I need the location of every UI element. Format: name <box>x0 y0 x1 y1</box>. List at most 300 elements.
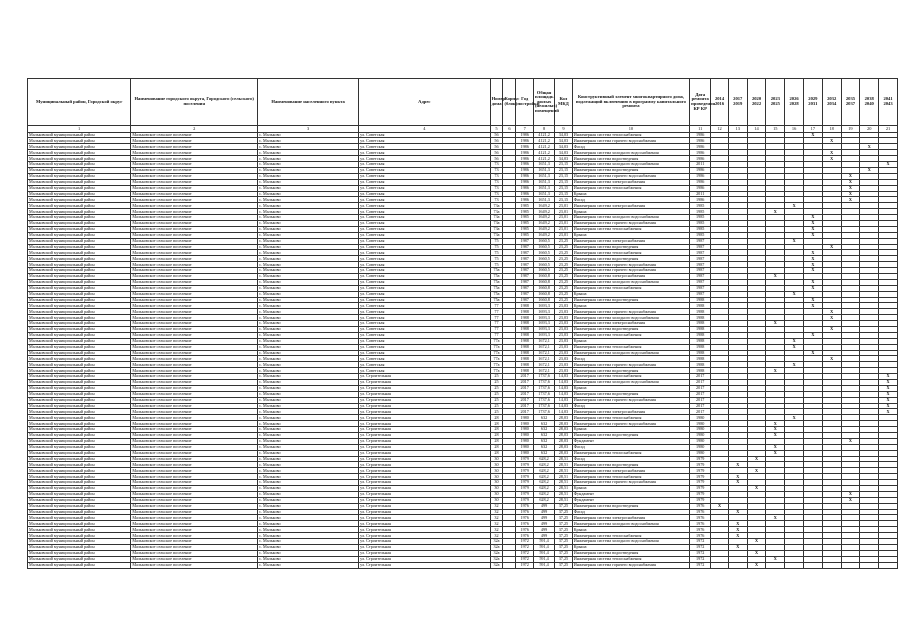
house-cell: 28 <box>490 427 503 433</box>
column-number-8: 8 <box>533 126 554 133</box>
area-cell: 628,2 <box>533 491 554 497</box>
date-cell: 1985 <box>690 215 711 221</box>
period-mark: X <box>728 480 747 486</box>
kmkd-cell: 37,25 <box>555 527 573 533</box>
kmkd-cell: 28,03 <box>555 450 573 456</box>
locality-cell: с. Мальково <box>258 409 359 415</box>
settlement-cell: Мальковское сельское поселение <box>131 273 258 279</box>
period-mark: X <box>879 397 898 403</box>
kmkd-cell: 23,15 <box>555 162 573 168</box>
street-cell: ул. Советская <box>359 362 490 368</box>
locality-cell: с. Мальково <box>258 273 359 279</box>
locality-cell: с. Мальково <box>258 503 359 509</box>
kmkd-cell: 23,01 <box>555 215 573 221</box>
settlement-cell: Мальковское сельское поселение <box>131 368 258 374</box>
year-cell: 1980 <box>516 444 534 450</box>
locality-cell: с. Мальково <box>258 162 359 168</box>
area-cell: 1672,1 <box>533 368 554 374</box>
locality-cell: с. Мальково <box>258 238 359 244</box>
district-cell: Мальковский муниципальный район <box>28 491 131 497</box>
street-cell: ул. Советская <box>359 368 490 374</box>
column-number-20: 20 <box>860 126 879 133</box>
locality-cell: с. Мальково <box>258 226 359 232</box>
locality-cell: с. Мальково <box>258 326 359 332</box>
column-header-14: 2020 2022 <box>747 79 766 126</box>
kmkd-cell: 37,25 <box>555 562 573 568</box>
kmkd-cell: 28,51 <box>555 480 573 486</box>
house-cell: 25 <box>490 409 503 415</box>
locality-cell: с. Мальково <box>258 385 359 391</box>
period-mark: X <box>785 338 804 344</box>
period-mark: X <box>803 250 822 256</box>
street-cell: ул. Советская <box>359 209 490 215</box>
year-cell: 1979 <box>516 474 534 480</box>
period-mark: X <box>822 138 841 144</box>
year-cell: 2017 <box>516 380 534 386</box>
year-cell: 1986 <box>516 162 534 168</box>
column-header-15: 2023 2025 <box>766 79 785 126</box>
district-cell: Мальковский муниципальный район <box>28 226 131 232</box>
kmkd-cell: 23,15 <box>555 167 573 173</box>
date-cell: 1988 <box>690 332 711 338</box>
area-cell: 632 <box>533 427 554 433</box>
district-cell: Мальковский муниципальный район <box>28 285 131 291</box>
area-cell: 1672,1 <box>533 350 554 356</box>
date-cell: 1985 <box>690 203 711 209</box>
settlement-cell: Мальковское сельское поселение <box>131 150 258 156</box>
kmkd-cell: 23,03 <box>555 303 573 309</box>
area-cell: 1649,2 <box>533 203 554 209</box>
district-cell: Мальковский муниципальный район <box>28 156 131 162</box>
street-cell: ул. Советская <box>359 291 490 297</box>
element-cell: Инженерная система горячего водоснабжения <box>572 220 689 226</box>
settlement-cell: Мальковское сельское поселение <box>131 556 258 562</box>
period-mark: X <box>766 368 785 374</box>
settlement-cell: Мальковское сельское поселение <box>131 256 258 262</box>
date-cell: 1976 <box>690 509 711 515</box>
period-mark: X <box>766 427 785 433</box>
settlement-cell: Мальковское сельское поселение <box>131 438 258 444</box>
element-cell: Инженерная система горячего водоснабжения <box>572 421 689 427</box>
year-cell: 1979 <box>516 480 534 486</box>
street-cell: ул. Строительная <box>359 438 490 444</box>
house-cell: 77а <box>490 338 503 344</box>
street-cell: ул. Советская <box>359 350 490 356</box>
area-cell: 1649,2 <box>533 215 554 221</box>
column-header-3: Наименование населенного пункта <box>258 79 359 126</box>
house-cell: 32а <box>490 550 503 556</box>
period-mark: X <box>879 162 898 168</box>
date-cell: 1985 <box>690 209 711 215</box>
district-cell: Мальковский муниципальный район <box>28 250 131 256</box>
locality-cell: с. Мальково <box>258 533 359 539</box>
locality-cell: с. Мальково <box>258 321 359 327</box>
district-cell: Мальковский муниципальный район <box>28 303 131 309</box>
date-cell: 2017 <box>690 409 711 415</box>
column-header-18: 2032 2034 <box>822 79 841 126</box>
period-cell <box>711 562 729 568</box>
settlement-cell: Мальковское сельское поселение <box>131 167 258 173</box>
kmkd-cell: 23,25 <box>555 291 573 297</box>
element-cell: Инженерная система теплоснабжения <box>572 185 689 191</box>
period-mark: X <box>766 433 785 439</box>
area-cell: 632 <box>533 433 554 439</box>
settlement-cell: Мальковское сельское поселение <box>131 162 258 168</box>
locality-cell: с. Мальково <box>258 256 359 262</box>
year-cell: 1980 <box>516 427 534 433</box>
date-cell: 1986 <box>690 185 711 191</box>
house-cell: 73а <box>490 226 503 232</box>
period-mark: X <box>747 486 766 492</box>
house-cell: 56 <box>490 144 503 150</box>
house-cell: 73а <box>490 232 503 238</box>
area-cell: 1672,1 <box>533 344 554 350</box>
element-cell: Инженерная система теплоснабжения <box>572 344 689 350</box>
locality-cell: с. Мальково <box>258 421 359 427</box>
kmkd-cell: 28,03 <box>555 433 573 439</box>
street-cell: ул. Строительная <box>359 403 490 409</box>
year-cell: 1972 <box>516 562 534 568</box>
district-cell: Мальковский муниципальный район <box>28 197 131 203</box>
street-cell: ул. Строительная <box>359 562 490 568</box>
kmkd-cell: 23,01 <box>555 220 573 226</box>
kmkd-cell: 28,03 <box>555 427 573 433</box>
area-cell: 1693,3 <box>533 303 554 309</box>
column-header-5: Номер дома <box>490 79 503 126</box>
element-cell: Инженерная система теплоснабжения <box>572 226 689 232</box>
element-cell: Инженерная система теплоснабжения <box>572 332 689 338</box>
element-cell: Инженерная система холодного водоснабжения <box>572 521 689 527</box>
locality-cell: с. Мальково <box>258 350 359 356</box>
kmkd-cell: 37,25 <box>555 533 573 539</box>
settlement-cell: Мальковское сельское поселение <box>131 462 258 468</box>
kmkd-cell: 28,51 <box>555 456 573 462</box>
street-cell: ул. Советская <box>359 150 490 156</box>
period-mark: X <box>711 503 729 509</box>
street-cell: ул. Советская <box>359 344 490 350</box>
element-cell: Инженерная система горячего водоснабжения <box>572 309 689 315</box>
date-cell: 2011 <box>690 191 711 197</box>
period-mark: X <box>803 262 822 268</box>
kmkd-cell: 14,03 <box>555 397 573 403</box>
house-cell: 56 <box>490 138 503 144</box>
settlement-cell: Мальковское сельское поселение <box>131 250 258 256</box>
year-cell: 1988 <box>516 326 534 332</box>
house-cell: 56 <box>490 132 503 138</box>
year-cell: 1980 <box>516 421 534 427</box>
element-cell: Инженерная система теплоснабжения <box>572 415 689 421</box>
district-cell: Мальковский муниципальный район <box>28 338 131 344</box>
year-cell: 2017 <box>516 391 534 397</box>
district-cell: Мальковский муниципальный район <box>28 279 131 285</box>
date-cell: 2017 <box>690 380 711 386</box>
period-mark: X <box>879 385 898 391</box>
locality-cell: с. Мальково <box>258 362 359 368</box>
year-cell: 2017 <box>516 403 534 409</box>
house-cell: 77 <box>490 303 503 309</box>
date-cell: 1980 <box>690 438 711 444</box>
year-cell: 1987 <box>516 268 534 274</box>
street-cell: ул. Советская <box>359 162 490 168</box>
period-mark: X <box>841 185 860 191</box>
district-cell: Мальковский муниципальный район <box>28 297 131 303</box>
street-cell: ул. Строительная <box>359 415 490 421</box>
locality-cell: с. Мальково <box>258 209 359 215</box>
year-cell: 1986 <box>516 132 534 138</box>
year-cell: 1986 <box>516 185 534 191</box>
street-cell: ул. Советская <box>359 338 490 344</box>
year-cell: 1988 <box>516 332 534 338</box>
house-cell: 75а <box>490 291 503 297</box>
date-cell: 1972 <box>690 550 711 556</box>
house-cell: 32 <box>490 527 503 533</box>
house-cell: 75а <box>490 273 503 279</box>
settlement-cell: Мальковское сельское поселение <box>131 521 258 527</box>
locality-cell: с. Мальково <box>258 215 359 221</box>
year-cell: 1979 <box>516 486 534 492</box>
date-cell: 1972 <box>690 539 711 545</box>
period-mark: X <box>747 468 766 474</box>
district-cell: Мальковский муниципальный район <box>28 262 131 268</box>
district-cell: Мальковский муниципальный район <box>28 132 131 138</box>
district-cell: Мальковский муниципальный район <box>28 374 131 380</box>
date-cell: 1987 <box>690 279 711 285</box>
period-mark: X <box>822 156 841 162</box>
area-cell: 632 <box>533 450 554 456</box>
column-header-1: Муниципальный район, Городской округ <box>28 79 131 126</box>
district-cell: Мальковский муниципальный район <box>28 362 131 368</box>
year-cell: 1980 <box>516 415 534 421</box>
kmkd-cell: 23,03 <box>555 321 573 327</box>
district-cell: Мальковский муниципальный район <box>28 438 131 444</box>
kmkd-cell: 23,03 <box>555 350 573 356</box>
column-header-20: 2038 2040 <box>860 79 879 126</box>
period-cell <box>803 562 822 568</box>
date-cell: 1976 <box>690 521 711 527</box>
date-cell: 1972 <box>690 556 711 562</box>
kmkd-cell: 23,03 <box>555 338 573 344</box>
column-number-7: 7 <box>516 126 534 133</box>
settlement-cell: Мальковское сельское поселение <box>131 144 258 150</box>
element-cell: Инженерная система холодного водоснабжения <box>572 162 689 168</box>
column-number-1: 1 <box>28 126 131 133</box>
element-cell: Инженерная система горячего водоснабжения <box>572 562 689 568</box>
period-mark: X <box>766 444 785 450</box>
kmkd-cell: 14,03 <box>555 403 573 409</box>
year-cell: 1987 <box>516 262 534 268</box>
kmkd-cell: 28,51 <box>555 468 573 474</box>
kmkd-cell: 23,25 <box>555 273 573 279</box>
locality-cell: с. Мальково <box>258 480 359 486</box>
date-cell: 1979 <box>690 486 711 492</box>
element-cell: Инженерная система электроснабжения <box>572 179 689 185</box>
date-cell: 1988 <box>690 303 711 309</box>
period-mark: X <box>785 291 804 297</box>
street-cell: ул. Советская <box>359 321 490 327</box>
house-cell: 77 <box>490 309 503 315</box>
settlement-cell: Мальковское сельское поселение <box>131 203 258 209</box>
area-cell: 1737,6 <box>533 385 554 391</box>
period-mark: X <box>860 167 879 173</box>
settlement-cell: Мальковское сельское поселение <box>131 338 258 344</box>
settlement-cell: Мальковское сельское поселение <box>131 527 258 533</box>
year-cell: 1987 <box>516 273 534 279</box>
area-cell: 1649,2 <box>533 220 554 226</box>
street-cell: ул. Строительная <box>359 462 490 468</box>
area-cell: 1660,5 <box>533 268 554 274</box>
area-cell: 1649,2 <box>533 232 554 238</box>
settlement-cell: Мальковское сельское поселение <box>131 480 258 486</box>
area-cell: 1651,3 <box>533 173 554 179</box>
settlement-cell: Мальковское сельское поселение <box>131 503 258 509</box>
area-cell: 4121,2 <box>533 144 554 150</box>
district-cell: Мальковский муниципальный район <box>28 415 131 421</box>
year-cell: 1979 <box>516 456 534 462</box>
settlement-cell: Мальковское сельское поселение <box>131 268 258 274</box>
kmkd-cell: 28,51 <box>555 486 573 492</box>
settlement-cell: Мальковское сельское поселение <box>131 197 258 203</box>
area-cell: 1660,8 <box>533 273 554 279</box>
date-cell: 1979 <box>690 474 711 480</box>
kmkd-cell: 37,25 <box>555 544 573 550</box>
column-number-2: 2 <box>131 126 258 133</box>
kmkd-cell: 28,03 <box>555 421 573 427</box>
area-cell: 1693,3 <box>533 315 554 321</box>
kmkd-cell: 37,25 <box>555 550 573 556</box>
house-cell: 75 <box>490 238 503 244</box>
period-cell <box>728 562 747 568</box>
kmkd-cell: 34,03 <box>555 150 573 156</box>
street-cell: ул. Строительная <box>359 521 490 527</box>
period-mark: X <box>728 521 747 527</box>
period-mark: X <box>803 332 822 338</box>
area-cell: 1737,6 <box>533 380 554 386</box>
house-cell: 73а <box>490 209 503 215</box>
year-cell: 1979 <box>516 468 534 474</box>
district-cell: Мальковский муниципальный район <box>28 544 131 550</box>
area-cell: 4121,2 <box>533 132 554 138</box>
area-cell: 1660,8 <box>533 297 554 303</box>
district-cell: Мальковский муниципальный район <box>28 256 131 262</box>
date-cell: 1986 <box>690 138 711 144</box>
district-cell: Мальковский муниципальный район <box>28 391 131 397</box>
settlement-cell: Мальковское сельское поселение <box>131 350 258 356</box>
date-cell: 1988 <box>690 362 711 368</box>
area-cell: 1651,3 <box>533 185 554 191</box>
year-cell: 1980 <box>516 438 534 444</box>
house-cell: 30 <box>490 462 503 468</box>
locality-cell: с. Мальково <box>258 303 359 309</box>
street-cell: ул. Советская <box>359 250 490 256</box>
district-cell: Мальковский муниципальный район <box>28 232 131 238</box>
house-cell: 28 <box>490 421 503 427</box>
area-cell: 632 <box>533 421 554 427</box>
street-cell: ул. Строительная <box>359 397 490 403</box>
settlement-cell: Мальковское сельское поселение <box>131 486 258 492</box>
year-cell: 1988 <box>516 315 534 321</box>
district-cell: Мальковский муниципальный район <box>28 444 131 450</box>
area-cell: 591,4 <box>533 556 554 562</box>
period-cell <box>822 562 841 568</box>
column-header-9: Кол МКД <box>555 79 573 126</box>
area-cell: 1672,1 <box>533 362 554 368</box>
element-cell: Инженерная система водоотведения <box>572 462 689 468</box>
locality-cell: с. Мальково <box>258 332 359 338</box>
street-cell: ул. Советская <box>359 132 490 138</box>
date-cell: 1980 <box>690 444 711 450</box>
street-cell: ул. Советская <box>359 203 490 209</box>
period-mark: X <box>841 191 860 197</box>
element-cell: Инженерная система водоотведения <box>572 244 689 250</box>
locality-cell: с. Мальково <box>258 544 359 550</box>
date-cell: 1979 <box>690 497 711 503</box>
locality-cell: с. Мальково <box>258 462 359 468</box>
locality-cell: с. Мальково <box>258 497 359 503</box>
house-cell: 30 <box>490 474 503 480</box>
street-cell: ул. Советская <box>359 303 490 309</box>
settlement-cell: Мальковское сельское поселение <box>131 285 258 291</box>
settlement-cell: Мальковское сельское поселение <box>131 374 258 380</box>
kmkd-cell: 34,03 <box>555 156 573 162</box>
settlement-cell: Мальковское сельское поселение <box>131 456 258 462</box>
district-cell: Мальковский муниципальный район <box>28 421 131 427</box>
element-cell: Инженерная система электроснабжения <box>572 321 689 327</box>
element-cell: Инженерная система водоотведения <box>572 156 689 162</box>
element-cell: Фасад <box>572 509 689 515</box>
street-cell: ул. Строительная <box>359 515 490 521</box>
kmkd-cell: 34,03 <box>555 132 573 138</box>
period-mark: X <box>841 438 860 444</box>
year-cell: 1986 <box>516 197 534 203</box>
area-cell: 4121,2 <box>533 156 554 162</box>
house-cell: 25 <box>490 380 503 386</box>
district-cell: Мальковский муниципальный район <box>28 515 131 521</box>
date-cell: 1988 <box>690 309 711 315</box>
date-cell: 1987 <box>690 244 711 250</box>
column-number-17: 17 <box>803 126 822 133</box>
period-mark: X <box>747 550 766 556</box>
element-cell: Инженерная система теплоснабжения <box>572 556 689 562</box>
period-mark: X <box>822 326 841 332</box>
element-cell: Инженерная система холодного водоснабжения <box>572 315 689 321</box>
date-cell: 1976 <box>690 527 711 533</box>
period-mark: X <box>747 456 766 462</box>
element-cell: Инженерная система холодного водоснабжения <box>572 215 689 221</box>
period-mark: X <box>860 144 879 150</box>
period-mark: X <box>766 321 785 327</box>
district-cell: Мальковский муниципальный район <box>28 244 131 250</box>
element-cell: Инженерная система электроснабжения <box>572 273 689 279</box>
locality-cell: с. Мальково <box>258 509 359 515</box>
year-cell: 1987 <box>516 256 534 262</box>
district-cell: Мальковский муниципальный район <box>28 356 131 362</box>
settlement-cell: Мальковское сельское поселение <box>131 244 258 250</box>
date-cell: 1988 <box>690 368 711 374</box>
period-mark: X <box>803 215 822 221</box>
capital-repair-table <box>27 78 898 569</box>
area-cell: 1651,3 <box>533 179 554 185</box>
year-cell: 1972 <box>516 544 534 550</box>
area-cell: 628,2 <box>533 456 554 462</box>
year-cell: 1985 <box>516 220 534 226</box>
street-cell: ул. Советская <box>359 332 490 338</box>
element-cell: Инженерная система холодного водоснабжения <box>572 539 689 545</box>
settlement-cell: Мальковское сельское поселение <box>131 550 258 556</box>
kmkd-cell: 23,01 <box>555 209 573 215</box>
kmkd-cell: 14,03 <box>555 380 573 386</box>
house-cell: 32 <box>490 521 503 527</box>
district-cell: Мальковский муниципальный район <box>28 344 131 350</box>
